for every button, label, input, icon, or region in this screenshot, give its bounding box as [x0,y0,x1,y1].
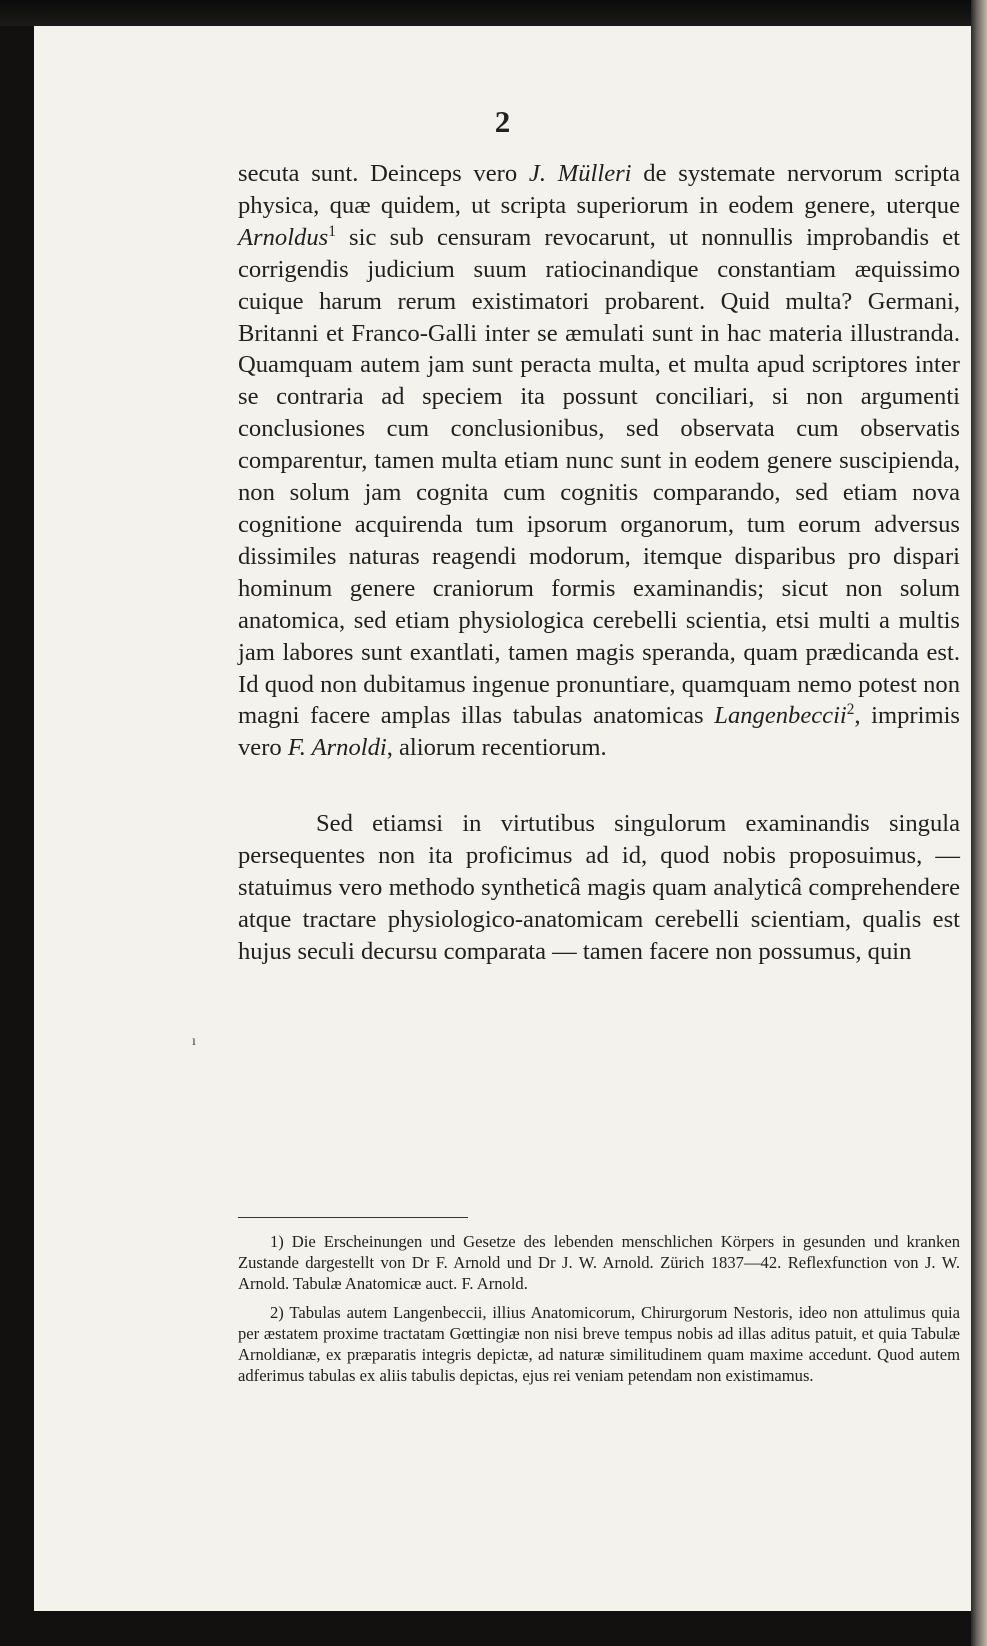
book-page [34,26,971,1611]
italic-name: Arnoldus [238,223,329,251]
text-run: secuta sunt. Deinceps vero [238,160,529,187]
text-run: , aliorum recentiorum. [386,734,607,762]
italic-name: J. Mülleri [528,160,632,187]
text-run: , imprimis vero [238,702,960,762]
text-run: sic sub censuram revocarunt, ut nonnullis improbandis et corrigendis judicium suum ratiocinandique constantiam æquissimo cuique harum rerum existimatori probarent. Quid multa? Germani, Britanni et Franco-Galli inter se æmulati sunt in hac materia illustranda. Quamquam autem jam sunt peracta multa, et multa apud scriptores inter se contraria ad speciem ita possunt conciliari, si non argumenti conclusiones cum conclusionibus, sed observata cum observatis comparentur, tamen multa etiam nunc sunt in eodem genere suscipienda, non solum jam cognita cum cognitis comparando, sed etiam nova cognitione acquirenda tum ipsorum organorum, tum eorum adversus dissimiles naturas reagendi modorum, itemque disparibus pro dispari hominum genere craniorum formis examinandis; sicut non solum anatomica, sed etiam physiologica cerebelli scientia, etsi multi a multis jam labores sunt exantlati, tamen magis speranda, quam prædicanda est. Id quod non dubitamus ingenue pronuntiare, quamquam nemo potest non magni facere amplas illas tabulas anatomicas [238,223,960,730]
text-run: de systemate nervorum scripta physica, quæ quidem, ut scripta superiorum in eodem genere, uterque [238,160,960,219]
main-text [238,158,960,968]
scan-background-top [0,0,987,26]
paragraph-2 [238,808,960,968]
text-run: 1) Die Erscheinungen und Gesetze des lebenden menschlichen Körpers in gesunden und kranken Zustande dargestellt von Dr F. Arnold und Dr J. W. Arnold. Zürich 1837—42. Reflexfunction von J. W. Arnold. Tabulæ Anatomicæ auct. F. Arnold. [238,1232,960,1294]
footnotes [238,1231,960,1386]
page-number: 2 [494,104,511,139]
footnote-2 [238,1302,960,1387]
italic-name: Langenbeccii [714,702,847,730]
footnote-1 [238,1231,960,1295]
footnote-rule [238,1217,468,1218]
footnote-ref: 2 [846,701,855,719]
scan-page-edge [971,0,987,1646]
margin-mark: ı [192,1034,196,1049]
italic-name: F. Arnoldi [287,734,387,762]
footnote-ref: 1 [328,222,336,240]
paragraph-1 [238,158,960,764]
text-run: Sed etiamsi in virtutibus singulorum examinandis singula persequentes non ita proficimus ad id, quod nobis proposuimus, — statuimus vero methodo syntheticâ magis quam analyticâ comprehendere atque tractare physiologico-anatomicam cerebelli scientiam, qualis est hujus seculi decursu comparata — tamen facere non possumus, quin [238,810,960,965]
text-run: 2) Tabulas autem Langenbeccii, illius Anatomicorum, Chirurgorum Nestoris, ideo non attulimus quia per æstatem proxime tractatam Gœttingiæ non nisi breve tempus nobis ad illas aditus patuit, et quia Tabulæ Arnoldianæ, ex præparatis integris depictæ, ad naturæ similitudinem quam maxime accedunt. Quod autem adferimus tabulas ex aliis tabulis depictas, ejus rei veniam petendam non existimamus. [238,1302,960,1386]
